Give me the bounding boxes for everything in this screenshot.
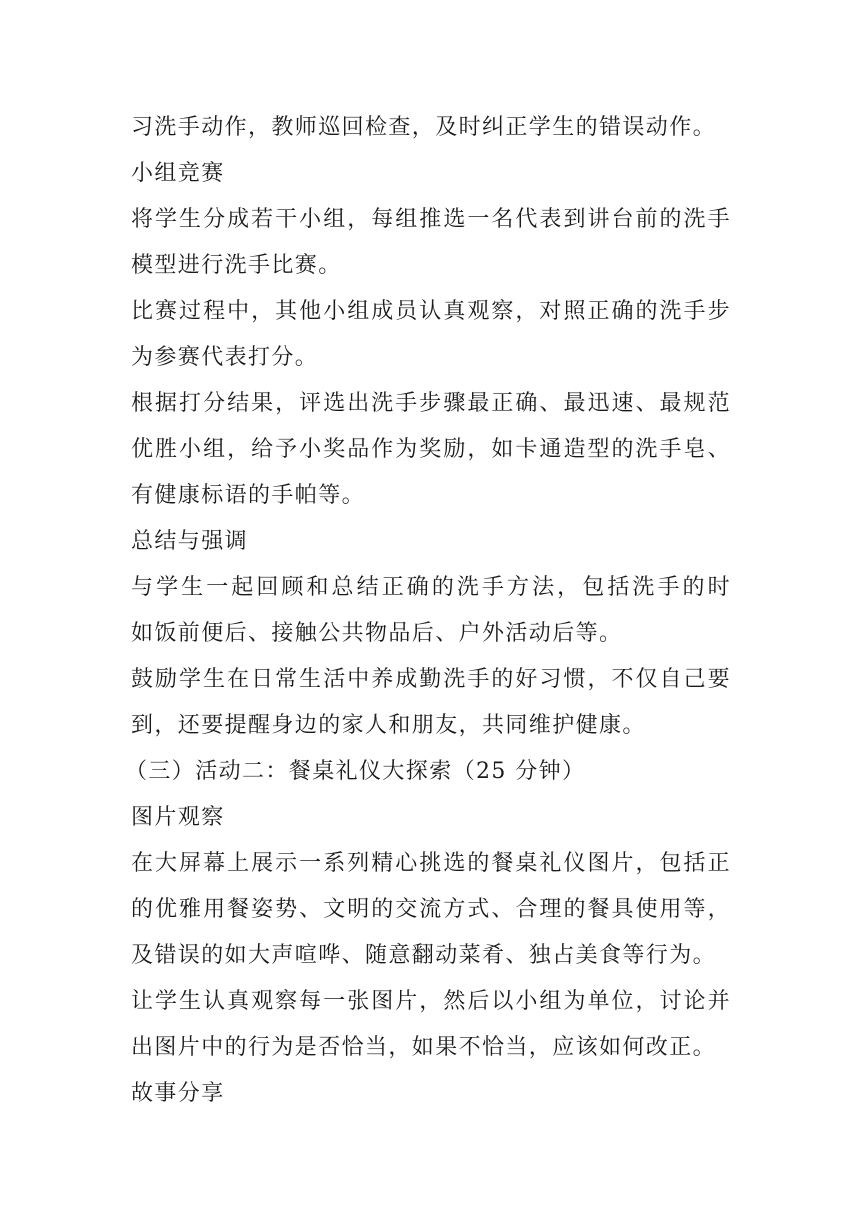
paragraph-line: 根据打分结果，评选出洗手步骤最正确、最迅速、最规范	[131, 391, 731, 416]
paragraph-line: 出图片中的行为是否恰当，如果不恰当，应该如何改正。	[131, 1035, 717, 1060]
paragraph-line: 在大屏幕上展示一系列精心挑选的餐桌礼仪图片，包括正	[131, 851, 731, 876]
paragraph-line: 到，还要提醒身边的家人和朋友，共同维护健康。	[131, 713, 646, 738]
paragraph-line: 将学生分成若干小组，每组推选一名代表到讲台前的洗手	[131, 207, 731, 232]
paragraph-line: 模型进行洗手比赛。	[131, 253, 342, 278]
section-heading-picture-observation: 图片观察	[131, 805, 225, 830]
paragraph-line: 鼓励学生在日常生活中养成勤洗手的好习惯，不仅自己要	[131, 667, 731, 692]
paragraph-line: 为参赛代表打分。	[131, 345, 319, 370]
paragraph-line: 及错误的如大声喧哗、随意翻动菜肴、独占美食等行为。	[131, 943, 717, 968]
document-body	[125, 105, 731, 1117]
activity-heading: （三）活动二：餐桌礼仪大探索（25 分钟）	[125, 759, 586, 784]
paragraph-line: 让学生认真观察每一张图片，然后以小组为单位，讨论并	[131, 989, 731, 1014]
section-heading-group-competition: 小组竞赛	[131, 161, 225, 186]
section-heading-story-sharing: 故事分享	[131, 1081, 225, 1106]
paragraph-line: 如饭前便后、接触公共物品后、户外活动后等。	[131, 621, 623, 646]
paragraph-line: 比赛过程中，其他小组成员认真观察，对照正确的洗手步	[131, 299, 731, 324]
paragraph-line: 优胜小组，给予小奖品作为奖励，如卡通造型的洗手皂、	[131, 437, 731, 462]
paragraph-line: 的优雅用餐姿势、文明的交流方式、合理的餐具使用等，	[131, 897, 731, 922]
paragraph-line: 与学生一起回顾和总结正确的洗手方法，包括洗手的时	[131, 575, 731, 600]
section-heading-summary: 总结与强调	[131, 529, 249, 554]
paragraph-line: 有健康标语的手帕等。	[131, 483, 366, 508]
paragraph-line: 习洗手动作，教师巡回检查，及时纠正学生的错误动作。	[131, 115, 717, 140]
